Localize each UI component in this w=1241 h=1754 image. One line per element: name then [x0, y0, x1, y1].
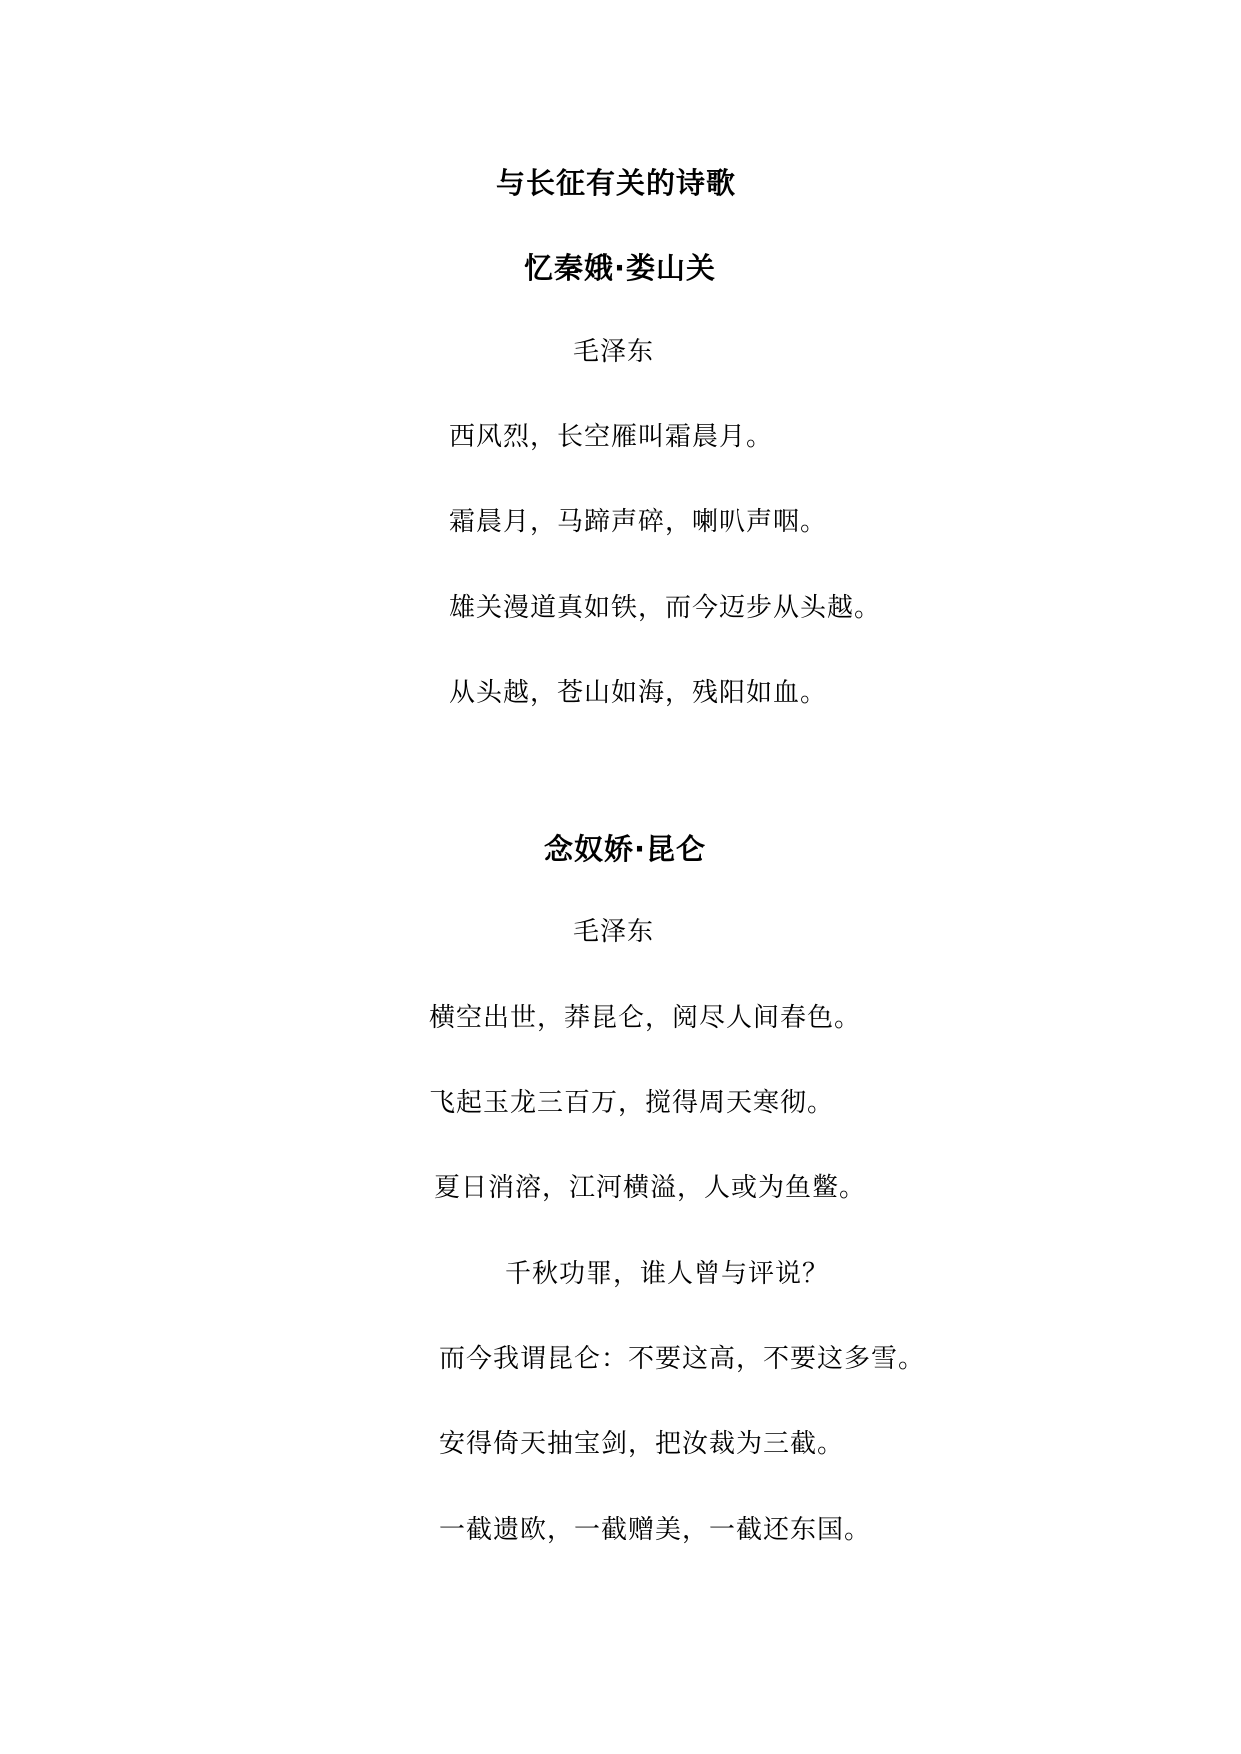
poem-2-author: 毛泽东 [573, 917, 655, 947]
document-title: 与长征有关的诗歌 [496, 166, 737, 200]
poem-2-line-1: 横空出世，莽昆仑，阅尽人间春色。 [429, 1003, 862, 1033]
poem-2-line-2: 飞起玉龙三百万，搅得周天寒彻。 [429, 1088, 835, 1118]
poem-2-line-3: 夏日消溶，江河横溢，人或为鱼鳖。 [434, 1173, 867, 1203]
poem-1-line-3: 雄关漫道真如铁，而今迈步从头越。 [449, 593, 882, 623]
poem-1-line-1: 西风烈，长空雁叫霜晨月。 [449, 422, 774, 452]
poem-1-line-2: 霜晨月，马蹄声碎，喇叭声咽。 [449, 507, 828, 537]
poem-2-line-7: 一截遗欧，一截赠美，一截还东国。 [439, 1515, 872, 1545]
poem-2-line-4: 千秋功罪，谁人曾与评说？ [505, 1259, 830, 1289]
poem-1-author: 毛泽东 [573, 337, 655, 367]
poem-2-line-5: 而今我谓昆仑：不要这高，不要这多雪。 [439, 1344, 926, 1374]
poem-2-title: 念奴娇·昆仑 [544, 832, 707, 866]
poem-1-line-4: 从头越，苍山如海，残阳如血。 [449, 678, 828, 708]
poem-1-title: 忆秦娥·娄山关 [524, 251, 717, 285]
poem-2-line-6: 安得倚天抽宝剑，把汝裁为三截。 [439, 1429, 845, 1459]
